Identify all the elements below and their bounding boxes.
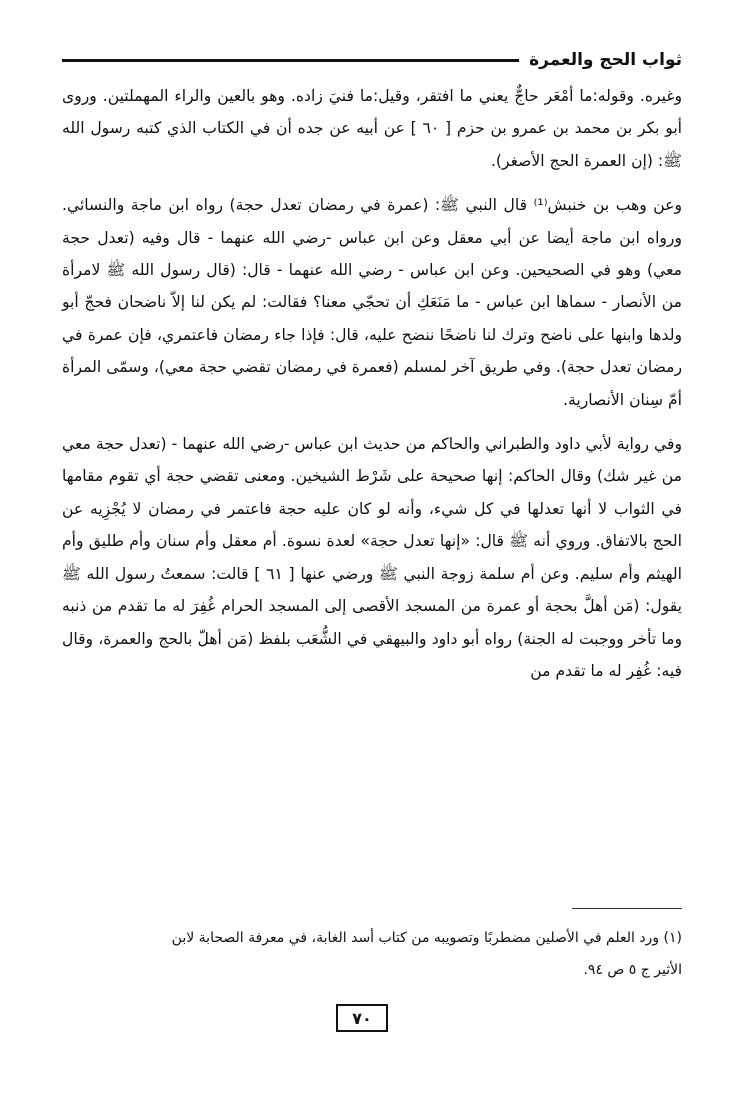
page-number: ٧٠ — [336, 1004, 388, 1032]
running-header — [62, 48, 682, 72]
header-title: ثواب الحج والعمرة — [529, 50, 682, 70]
paragraph: وغيره. وقوله:ما أمْعَر حاجٌّ يعني ما افتقر، وقيل:ما فنيَ زاده. وهو بالعين والراء المهملتين. وروى أبو بكر بن محمد بن عمرو بن حزم [ ٦٠ ] عن أبيه عن جده أن في الكتاب الذي كتبه رسول الله ﷺ: (إن العمرة الحج الأصغر). — [62, 87, 682, 170]
header-rule — [62, 59, 519, 62]
footnote-line: (١) ورد العلم في الأصلين مضطربًا وتصويبه من كتاب أسد الغابة، في معرفة الصحابة لابن — [171, 930, 682, 946]
paragraph: وعن وهب بن خنبش⁽¹⁾ قال النبي ﷺ: (عمرة في رمضان تعدل حجة) رواه ابن ماجة والنسائي. ورواه ابن ماجة أيضا عن أبي معقل وعن ابن عباس -رضي الله عنهما - قال وفيه (تعدل حجة معي) وهو في الصحيحين. وعن ابن عباس - رضي الله عنهما - قال: (قال رسول الله ﷺ لامرأة من الأنصار - سماها ابن عباس - ما مَنَعَكِ أن تحجّي معنا؟ فقالت: لم يكن لنا إلاّ ناضحان فحجّ أبو ولدها وابنها على ناضح وترك لنا ناضحًا ننضح عليه، قال: فإذا جاء رمضان فاعتمري، فإن عمرة في رمضان تعدل حجة). وفي طريق آخر لمسلم (فعمرة في رمضان تقضي حجة معي)، وسمّى المرأة أمّ سِنان الأنصارية. — [62, 196, 682, 409]
footnote — [62, 922, 682, 986]
footnote-divider — [572, 908, 682, 909]
paragraph: وفي رواية لأبي داود والطبراني والحاكم من حديث ابن عباس -رضي الله عنهما - (تعدل حجة معي من غير شك) وقال الحاكم: إنها صحيحة على شَرْط الشيخين. ومعنى تقضي حجة أي تقوم مقامها في الثواب لا أنها تعدلها في كل شيء، وأنه لو كان عليه حجة فاعتمر في رمضان لا يُجْزِيه عن الحج بالاتفاق. وروي أنه ﷺ قال: «إنها تعدل حجة» لعدة نسوة. أم معقل وأم سنان وأم طليق وأم الهيثم وأم سليم. وعن أم سلمة زوجة النبي ﷺ ورضي عنها [ ٦١ ] قالت: سمعتُ رسول الله ﷺ يقول: (مَن أهلَّ بحجة أو عمرة من المسجد الأقصى إلى المسجد الحرام غُفِرَ له ما تقدم من ذنبه وما تأخر ووجبت له الجنة) رواه أبو داود والبيهقي في الشُّعَب بلفظ (مَن أهلّ بالحج والعمرة، وقال فيه: غُفِر له ما تقدم من — [62, 435, 682, 680]
body-text — [62, 80, 682, 687]
footnote-line: الأثير ج ٥ ص ٩٤. — [583, 962, 682, 978]
